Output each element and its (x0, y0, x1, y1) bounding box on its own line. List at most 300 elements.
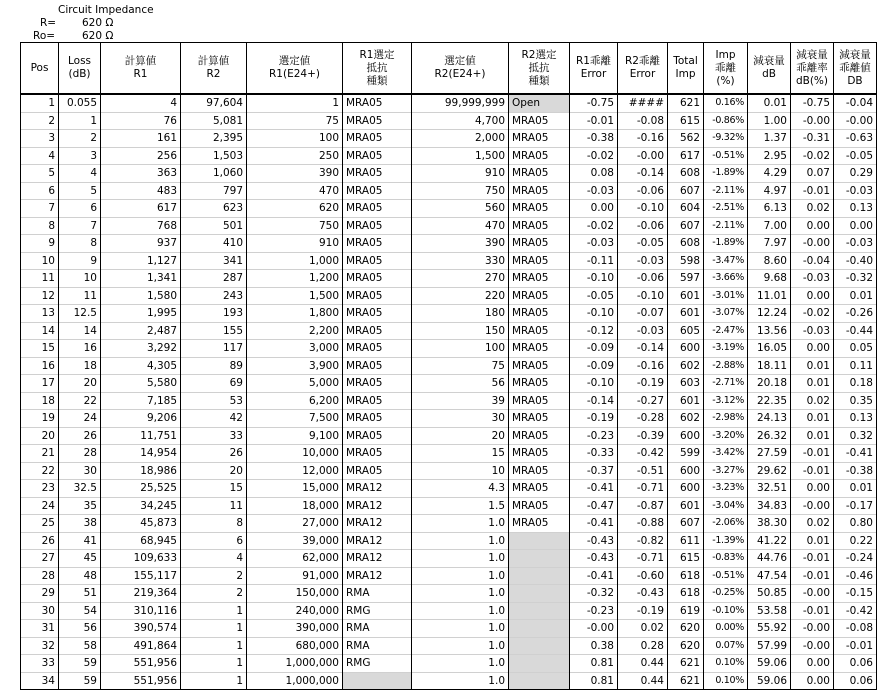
table-cell[interactable]: 0.00 (791, 287, 834, 305)
table-cell[interactable]: 20 (181, 462, 247, 480)
table-cell[interactable]: MRA05 (343, 270, 412, 288)
table-cell[interactable]: 16.05 (748, 340, 791, 358)
table-cell[interactable]: 0.01 (791, 357, 834, 375)
table-cell[interactable]: -0.82 (618, 532, 668, 550)
table-cell[interactable]: -0.08 (834, 620, 877, 638)
table-cell[interactable]: 3,900 (247, 357, 343, 375)
table-cell[interactable]: 10,000 (247, 445, 343, 463)
table-cell[interactable]: 11.01 (748, 287, 791, 305)
table-cell[interactable]: 0.00 (791, 340, 834, 358)
table-cell[interactable]: 26.32 (748, 427, 791, 445)
table-cell[interactable]: 7.00 (748, 217, 791, 235)
table-cell[interactable]: 607 (668, 515, 704, 533)
table-cell[interactable]: 24 (59, 410, 101, 428)
table-cell[interactable]: -3.07% (704, 305, 748, 323)
table-cell[interactable]: 18,986 (101, 462, 181, 480)
table-cell[interactable]: 18,000 (247, 497, 343, 515)
table-cell[interactable]: 26 (59, 427, 101, 445)
table-cell[interactable]: -0.25% (704, 585, 748, 603)
table-cell[interactable]: -0.12 (570, 322, 618, 340)
table-cell[interactable]: -0.42 (618, 445, 668, 463)
table-cell[interactable]: -0.05 (570, 287, 618, 305)
table-cell[interactable]: 0.11 (834, 357, 877, 375)
table-cell[interactable]: RMA (343, 620, 412, 638)
table-cell[interactable]: 618 (668, 567, 704, 585)
table-cell[interactable]: MRA05 (343, 462, 412, 480)
table-cell[interactable]: 1 (247, 94, 343, 112)
table-cell[interactable]: 330 (412, 252, 509, 270)
table-cell[interactable]: -0.15 (834, 585, 877, 603)
table-cell[interactable]: MRA05 (343, 252, 412, 270)
table-cell[interactable]: 35 (59, 497, 101, 515)
table-cell[interactable]: 22.35 (748, 392, 791, 410)
table-cell[interactable]: -3.12% (704, 392, 748, 410)
table-cell[interactable]: 50.85 (748, 585, 791, 603)
table-cell[interactable]: MRA05 (343, 305, 412, 323)
table-cell[interactable]: 59.06 (748, 672, 791, 690)
table-cell[interactable]: -0.26 (834, 305, 877, 323)
table-cell[interactable]: 19 (21, 410, 59, 428)
table-cell[interactable]: 0.06 (834, 672, 877, 690)
table-cell[interactable]: 1 (181, 637, 247, 655)
table-cell[interactable]: 117 (181, 340, 247, 358)
table-cell[interactable]: 75 (247, 112, 343, 130)
table-cell[interactable]: 390 (412, 235, 509, 253)
table-cell[interactable]: 0.01 (748, 94, 791, 112)
table-cell[interactable]: MRA05 (343, 392, 412, 410)
table-cell[interactable]: 0.81 (570, 672, 618, 690)
table-cell[interactable]: 0.01 (791, 375, 834, 393)
table-cell[interactable]: 6 (21, 182, 59, 200)
table-cell[interactable]: 1,127 (101, 252, 181, 270)
table-cell[interactable]: 620 (668, 637, 704, 655)
table-cell[interactable]: -3.47% (704, 252, 748, 270)
table-cell[interactable]: 3,000 (247, 340, 343, 358)
table-cell[interactable]: 28 (21, 567, 59, 585)
table-cell[interactable]: 1 (181, 655, 247, 673)
table-cell[interactable]: -0.41 (834, 445, 877, 463)
table-cell[interactable]: -0.71 (618, 550, 668, 568)
table-cell[interactable]: -0.03 (570, 235, 618, 253)
table-cell[interactable]: 11 (181, 497, 247, 515)
table-cell[interactable]: 0.35 (834, 392, 877, 410)
table-cell[interactable]: 2,200 (247, 322, 343, 340)
table-cell[interactable]: 1,000 (247, 252, 343, 270)
table-cell[interactable]: 193 (181, 305, 247, 323)
table-cell[interactable]: -0.19 (618, 375, 668, 393)
table-cell[interactable]: 4 (181, 550, 247, 568)
table-cell[interactable]: MRA05 (509, 322, 570, 340)
table-cell[interactable]: 16 (21, 357, 59, 375)
table-cell[interactable]: 3 (59, 147, 101, 165)
table-cell[interactable]: 0.01 (791, 532, 834, 550)
table-cell[interactable]: 3 (21, 130, 59, 148)
table-cell[interactable]: 600 (668, 427, 704, 445)
table-cell[interactable]: 0.07% (704, 637, 748, 655)
table-cell[interactable]: -3.20% (704, 427, 748, 445)
table-cell[interactable]: 4,305 (101, 357, 181, 375)
table-cell[interactable]: MRA05 (509, 147, 570, 165)
table-cell[interactable]: 20 (21, 427, 59, 445)
table-cell[interactable]: 363 (101, 165, 181, 183)
table-cell[interactable]: 551,956 (101, 672, 181, 690)
table-cell[interactable]: 8 (59, 235, 101, 253)
table-cell[interactable]: 27,000 (247, 515, 343, 533)
table-cell[interactable]: 1,500 (247, 287, 343, 305)
table-cell[interactable]: 180 (412, 305, 509, 323)
table-cell[interactable]: 12.24 (748, 305, 791, 323)
table-cell[interactable]: 599 (668, 445, 704, 463)
table-cell[interactable]: -3.01% (704, 287, 748, 305)
table-cell[interactable]: 18 (59, 357, 101, 375)
table-cell[interactable]: 1 (59, 112, 101, 130)
table-cell[interactable]: -0.01 (791, 445, 834, 463)
table-cell[interactable]: MRA05 (509, 357, 570, 375)
table-cell[interactable]: MRA05 (343, 235, 412, 253)
table-cell[interactable]: 10 (412, 462, 509, 480)
table-cell[interactable]: 4.3 (412, 480, 509, 498)
table-cell[interactable]: 5 (59, 182, 101, 200)
table-cell[interactable]: #### (618, 94, 668, 112)
table-cell[interactable]: 23 (21, 480, 59, 498)
table-cell[interactable]: -0.47 (570, 497, 618, 515)
table-cell[interactable]: -2.06% (704, 515, 748, 533)
table-cell[interactable]: 240,000 (247, 602, 343, 620)
table-cell[interactable]: -0.00 (791, 497, 834, 515)
table-cell[interactable]: 1 (181, 620, 247, 638)
table-cell[interactable]: 3,292 (101, 340, 181, 358)
table-cell[interactable]: 623 (181, 200, 247, 218)
table-cell[interactable]: 91,000 (247, 567, 343, 585)
table-cell[interactable]: 2 (181, 585, 247, 603)
table-cell[interactable]: 16 (59, 340, 101, 358)
table-cell[interactable]: 59 (59, 655, 101, 673)
table-cell[interactable]: MRA05 (509, 480, 570, 498)
table-cell[interactable]: 1.0 (412, 567, 509, 585)
table-cell[interactable]: 620 (668, 620, 704, 638)
table-cell[interactable]: MRA05 (343, 112, 412, 130)
table-cell[interactable]: 243 (181, 287, 247, 305)
table-cell[interactable]: 0.055 (59, 94, 101, 112)
table-cell[interactable]: 0.02 (791, 392, 834, 410)
table-cell[interactable]: MRA05 (509, 200, 570, 218)
table-cell[interactable]: 0.01 (791, 410, 834, 428)
table-cell[interactable]: 42 (181, 410, 247, 428)
table-cell[interactable]: 56 (412, 375, 509, 393)
table-cell[interactable]: -0.01 (834, 637, 877, 655)
table-cell[interactable]: 2 (181, 567, 247, 585)
table-cell[interactable]: 11 (59, 287, 101, 305)
table-cell[interactable]: 680,000 (247, 637, 343, 655)
table-cell[interactable]: 11,751 (101, 427, 181, 445)
table-cell[interactable]: 1 (21, 94, 59, 112)
table-cell[interactable]: -0.03 (618, 252, 668, 270)
table-cell[interactable]: -0.41 (570, 515, 618, 533)
table-cell[interactable]: 287 (181, 270, 247, 288)
table-cell[interactable]: -3.04% (704, 497, 748, 515)
table-cell[interactable]: 601 (668, 287, 704, 305)
table-cell[interactable]: 155,117 (101, 567, 181, 585)
table-cell[interactable]: -0.05 (834, 147, 877, 165)
table-cell[interactable]: -0.03 (570, 182, 618, 200)
table-cell[interactable]: 600 (668, 340, 704, 358)
table-cell[interactable]: -0.14 (618, 165, 668, 183)
table-cell[interactable]: -3.19% (704, 340, 748, 358)
table-cell[interactable]: MRA05 (509, 165, 570, 183)
table-cell[interactable]: 17 (21, 375, 59, 393)
table-cell[interactable]: -0.43 (618, 585, 668, 603)
table-cell[interactable]: 601 (668, 497, 704, 515)
table-cell[interactable]: 1,500 (412, 147, 509, 165)
table-cell[interactable]: 56 (59, 620, 101, 638)
table-cell[interactable]: MRA05 (509, 340, 570, 358)
table-cell[interactable]: -0.86% (704, 112, 748, 130)
table-cell[interactable]: MRA12 (343, 532, 412, 550)
table-cell[interactable]: 9 (21, 235, 59, 253)
table-cell[interactable]: 0.22 (834, 532, 877, 550)
table-cell[interactable]: MRA05 (343, 165, 412, 183)
table-cell[interactable]: 607 (668, 182, 704, 200)
table-cell[interactable]: 1,800 (247, 305, 343, 323)
table-cell[interactable]: 617 (668, 147, 704, 165)
table-cell[interactable]: 608 (668, 235, 704, 253)
table-cell[interactable]: MRA05 (509, 462, 570, 480)
table-cell[interactable]: 45,873 (101, 515, 181, 533)
table-cell[interactable]: 8.60 (748, 252, 791, 270)
table-cell[interactable]: 47.54 (748, 567, 791, 585)
table-cell[interactable]: 5,081 (181, 112, 247, 130)
table-cell[interactable]: 109,633 (101, 550, 181, 568)
table-cell[interactable]: 5,580 (101, 375, 181, 393)
table-cell[interactable]: 7,185 (101, 392, 181, 410)
table-cell[interactable]: 562 (668, 130, 704, 148)
table-cell[interactable]: 937 (101, 235, 181, 253)
table-cell[interactable]: -0.10% (704, 602, 748, 620)
table-cell[interactable]: -0.10 (618, 287, 668, 305)
table-cell[interactable]: -0.19 (570, 410, 618, 428)
table-cell[interactable]: 341 (181, 252, 247, 270)
table-cell[interactable]: 2 (59, 130, 101, 148)
table-cell[interactable]: 250 (247, 147, 343, 165)
table-cell[interactable]: 410 (181, 235, 247, 253)
table-cell[interactable]: -0.87 (618, 497, 668, 515)
table-cell[interactable]: 1.0 (412, 532, 509, 550)
table-cell[interactable]: MRA12 (343, 497, 412, 515)
table-cell[interactable]: -0.75 (570, 94, 618, 112)
table-cell[interactable]: -0.02 (570, 147, 618, 165)
table-cell[interactable]: MRA05 (343, 287, 412, 305)
table-cell[interactable]: 551,956 (101, 655, 181, 673)
table-cell[interactable]: -3.42% (704, 445, 748, 463)
table-cell[interactable]: MRA05 (343, 217, 412, 235)
table-cell[interactable]: -0.01 (791, 550, 834, 568)
table-cell[interactable]: 24.13 (748, 410, 791, 428)
table-cell[interactable]: 601 (668, 392, 704, 410)
table-cell[interactable]: MRA05 (509, 497, 570, 515)
table-cell[interactable]: -0.05 (618, 235, 668, 253)
table-cell[interactable]: -2.51% (704, 200, 748, 218)
table-cell[interactable]: 57.99 (748, 637, 791, 655)
table-cell[interactable]: MRA05 (509, 427, 570, 445)
table-cell[interactable]: 51 (59, 585, 101, 603)
table-cell[interactable]: 219,364 (101, 585, 181, 603)
table-cell[interactable]: 29 (21, 585, 59, 603)
table-cell[interactable]: 89 (181, 357, 247, 375)
table-cell[interactable]: 603 (668, 375, 704, 393)
table-cell[interactable]: 602 (668, 410, 704, 428)
table-cell[interactable]: 27.59 (748, 445, 791, 463)
table-cell[interactable]: 99,999,999 (412, 94, 509, 112)
table-cell[interactable]: 560 (412, 200, 509, 218)
table-cell[interactable]: -0.00 (834, 112, 877, 130)
table-cell[interactable]: MRA12 (343, 550, 412, 568)
table-cell[interactable]: -1.89% (704, 235, 748, 253)
table-cell[interactable]: 59.06 (748, 655, 791, 673)
table-cell[interactable]: -0.32 (834, 270, 877, 288)
table-cell[interactable]: 768 (101, 217, 181, 235)
table-cell[interactable]: 4.29 (748, 165, 791, 183)
table-cell[interactable]: 14 (21, 322, 59, 340)
table-cell[interactable]: 39 (412, 392, 509, 410)
table-cell[interactable]: -0.00 (791, 620, 834, 638)
table-cell[interactable]: 97,604 (181, 94, 247, 112)
table-cell[interactable]: -0.14 (570, 392, 618, 410)
table-cell[interactable]: -0.51% (704, 567, 748, 585)
table-cell[interactable]: 611 (668, 532, 704, 550)
table-cell[interactable]: MRA05 (509, 182, 570, 200)
table-cell[interactable]: -0.41 (570, 480, 618, 498)
table-cell[interactable]: -0.37 (570, 462, 618, 480)
table-cell[interactable]: 7.97 (748, 235, 791, 253)
table-cell[interactable]: 25 (21, 515, 59, 533)
table-cell[interactable]: -0.01 (791, 462, 834, 480)
table-cell[interactable]: -0.33 (570, 445, 618, 463)
table-cell[interactable]: 20.18 (748, 375, 791, 393)
table-cell[interactable]: 15 (412, 445, 509, 463)
table-cell[interactable]: -0.23 (570, 602, 618, 620)
table-cell[interactable]: MRA05 (343, 182, 412, 200)
table-cell[interactable]: -0.10 (570, 375, 618, 393)
table-cell[interactable]: 10 (59, 270, 101, 288)
table-cell[interactable]: 31 (21, 620, 59, 638)
table-cell[interactable]: -0.28 (618, 410, 668, 428)
table-cell[interactable]: 48 (59, 567, 101, 585)
table-cell[interactable]: -0.09 (570, 340, 618, 358)
table-cell[interactable]: 20 (59, 375, 101, 393)
table-cell[interactable]: -2.71% (704, 375, 748, 393)
table-cell[interactable]: 1.0 (412, 550, 509, 568)
table-cell[interactable]: -0.00 (791, 585, 834, 603)
table-cell[interactable]: 2 (21, 112, 59, 130)
table-cell[interactable]: -0.02 (791, 305, 834, 323)
table-cell[interactable]: 32 (21, 637, 59, 655)
table-cell[interactable]: -0.00 (791, 637, 834, 655)
table-cell[interactable]: 24 (21, 497, 59, 515)
table-cell[interactable]: 0.13 (834, 200, 877, 218)
table-cell[interactable]: MRA05 (509, 392, 570, 410)
table-cell[interactable]: 256 (101, 147, 181, 165)
table-cell[interactable]: 75 (412, 357, 509, 375)
table-cell[interactable]: -0.01 (791, 567, 834, 585)
table-cell[interactable]: 0.10% (704, 672, 748, 690)
table-cell[interactable]: 150,000 (247, 585, 343, 603)
table-cell[interactable]: 797 (181, 182, 247, 200)
table-cell[interactable]: 0.81 (570, 655, 618, 673)
table-cell[interactable]: 491,864 (101, 637, 181, 655)
table-cell[interactable]: 27 (21, 550, 59, 568)
table-cell[interactable]: MRA05 (509, 130, 570, 148)
table-cell[interactable]: -0.06 (618, 217, 668, 235)
table-cell[interactable]: 1.0 (412, 620, 509, 638)
table-cell[interactable]: -0.38 (834, 462, 877, 480)
table-cell[interactable]: MRA12 (343, 480, 412, 498)
table-cell[interactable]: 1,060 (181, 165, 247, 183)
table-cell[interactable]: MRA05 (509, 217, 570, 235)
table-cell[interactable]: 598 (668, 252, 704, 270)
table-cell[interactable]: 0.32 (834, 427, 877, 445)
table-cell[interactable]: 750 (247, 217, 343, 235)
table-cell[interactable]: -0.06 (618, 182, 668, 200)
table-cell[interactable]: 14,954 (101, 445, 181, 463)
table-cell[interactable]: 2,395 (181, 130, 247, 148)
table-cell[interactable]: -0.60 (618, 567, 668, 585)
table-cell[interactable]: 15 (181, 480, 247, 498)
table-cell[interactable]: 7,500 (247, 410, 343, 428)
table-cell[interactable]: MRA05 (343, 147, 412, 165)
table-cell[interactable]: 0.00 (791, 217, 834, 235)
table-cell[interactable]: -0.43 (570, 532, 618, 550)
table-cell[interactable]: -0.31 (791, 130, 834, 148)
table-cell[interactable]: MRA05 (343, 375, 412, 393)
table-cell[interactable]: 54 (59, 602, 101, 620)
table-cell[interactable]: 38 (59, 515, 101, 533)
table-cell[interactable]: MRA05 (509, 375, 570, 393)
table-cell[interactable]: -0.00 (570, 620, 618, 638)
table-cell[interactable]: 0.00 (834, 217, 877, 235)
table-cell[interactable]: 600 (668, 480, 704, 498)
table-cell[interactable]: 12,000 (247, 462, 343, 480)
table-cell[interactable]: -3.27% (704, 462, 748, 480)
table-cell[interactable]: -0.00 (791, 235, 834, 253)
table-cell[interactable]: -0.39 (618, 427, 668, 445)
table-cell[interactable]: MRA05 (509, 287, 570, 305)
table-cell[interactable]: 6,200 (247, 392, 343, 410)
table-cell[interactable]: 615 (668, 550, 704, 568)
table-cell[interactable]: RMG (343, 655, 412, 673)
table-cell[interactable]: -0.27 (618, 392, 668, 410)
table-cell[interactable]: RMG (343, 602, 412, 620)
table-cell[interactable]: 25,525 (101, 480, 181, 498)
table-cell[interactable]: 220 (412, 287, 509, 305)
table-cell[interactable]: 615 (668, 112, 704, 130)
table-cell[interactable]: -2.47% (704, 322, 748, 340)
table-cell[interactable]: 597 (668, 270, 704, 288)
table-cell[interactable]: -0.40 (834, 252, 877, 270)
table-cell[interactable]: -2.11% (704, 182, 748, 200)
table-cell[interactable]: 0.01 (834, 287, 877, 305)
table-cell[interactable]: 1.0 (412, 515, 509, 533)
table-cell[interactable]: MRA05 (343, 94, 412, 112)
table-cell[interactable]: 34,245 (101, 497, 181, 515)
table-cell[interactable]: -0.01 (570, 112, 618, 130)
table-cell[interactable]: 4 (101, 94, 181, 112)
table-cell[interactable]: 150 (412, 322, 509, 340)
table-cell[interactable]: -9.32% (704, 130, 748, 148)
table-cell[interactable]: -0.23 (570, 427, 618, 445)
table-cell[interactable]: -0.10 (570, 305, 618, 323)
table-cell[interactable]: 76 (101, 112, 181, 130)
table-cell[interactable]: 0.02 (618, 620, 668, 638)
